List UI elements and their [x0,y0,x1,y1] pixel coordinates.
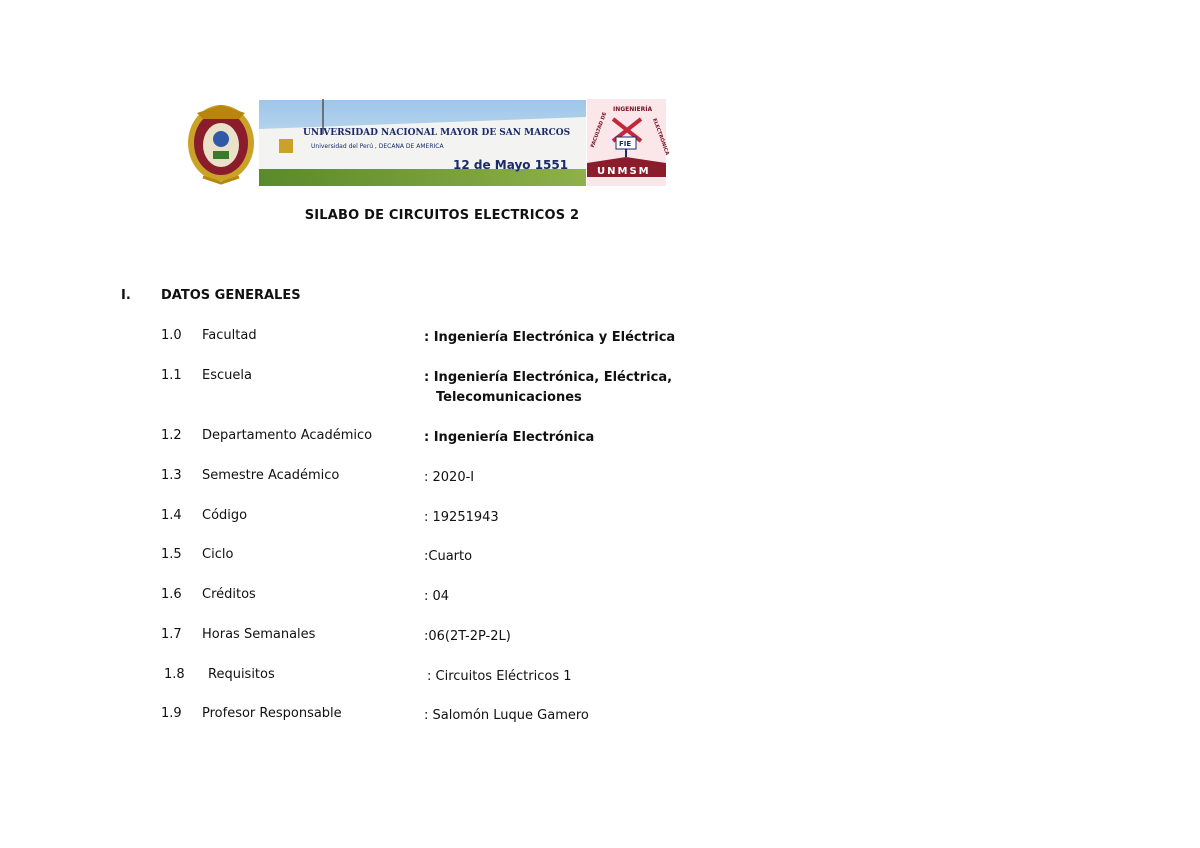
row-value: : 2020-I [424,470,475,485]
row-label: Horas Semanales [202,627,316,642]
row-value: : 04 [424,589,450,604]
svg-text:ELECTRÓNICA: ELECTRÓNICA [651,117,671,157]
svg-text:UNMSM: UNMSM [597,166,651,177]
row-number: 1.9 [161,706,182,721]
row-number: 1.3 [161,468,182,483]
svg-text:Universidad del Perú , DECANA: Universidad del Perú , DECANA DE AMERICA [311,143,444,150]
row-number: 1.0 [161,328,182,343]
row-value: : 19251943 [424,510,499,525]
row-number: 1.5 [161,547,182,562]
row-label: Departamento Académico [202,428,373,443]
row-number: 1.8 [164,667,185,682]
row-number: 1.6 [161,587,182,602]
row-label: Ciclo [202,547,234,562]
row-value: : Ingeniería Electrónica [424,430,595,445]
section-heading [121,288,301,303]
section-number: I. [121,288,131,303]
svg-text:FACULTAD DE: FACULTAD DE [589,111,609,149]
row-number: 1.2 [161,428,182,443]
row-label: Semestre Académico [202,468,340,483]
section-title: DATOS GENERALES [161,288,301,303]
row-label: Escuela [202,368,252,383]
svg-text:12 de Mayo 1551: 12 de Mayo 1551 [453,158,569,172]
svg-text:INGENIERÍA: INGENIERÍA [613,106,653,113]
row-label: Código [202,508,248,523]
row-label: Créditos [202,587,256,602]
row-label: Facultad [202,328,257,343]
header-banner [183,99,671,186]
fie-faculty-logo [587,99,671,186]
row-value: : Salomón Luque Gamero [424,708,589,723]
row-number: 1.4 [161,508,182,523]
row-value: : Ingeniería Electrónica y Eléctrica [424,330,676,345]
row-value-continuation: Telecomunicaciones [436,390,582,405]
row-label: Requisitos [208,667,275,682]
row-value [424,368,704,408]
row-number: 1.1 [161,368,182,383]
unmsm-crest-logo [183,99,258,186]
row-value: : Circuitos Eléctricos 1 [427,669,572,684]
svg-text:FIE: FIE [619,140,632,148]
row-value: :06(2T-2P-2L) [424,629,511,644]
row-number: 1.7 [161,627,182,642]
row-value: :Cuarto [424,549,473,564]
campus-photo [259,99,586,186]
document-title: SILABO DE CIRCUITOS ELECTRICOS 2 [304,208,580,223]
row-label: Profesor Responsable [202,706,342,721]
svg-text:UNIVERSIDAD NACIONAL MAYOR DE: UNIVERSIDAD NACIONAL MAYOR DE SAN MARCOS [303,128,571,138]
row-value-line: : Ingeniería Electrónica, Eléctrica, [424,370,673,385]
